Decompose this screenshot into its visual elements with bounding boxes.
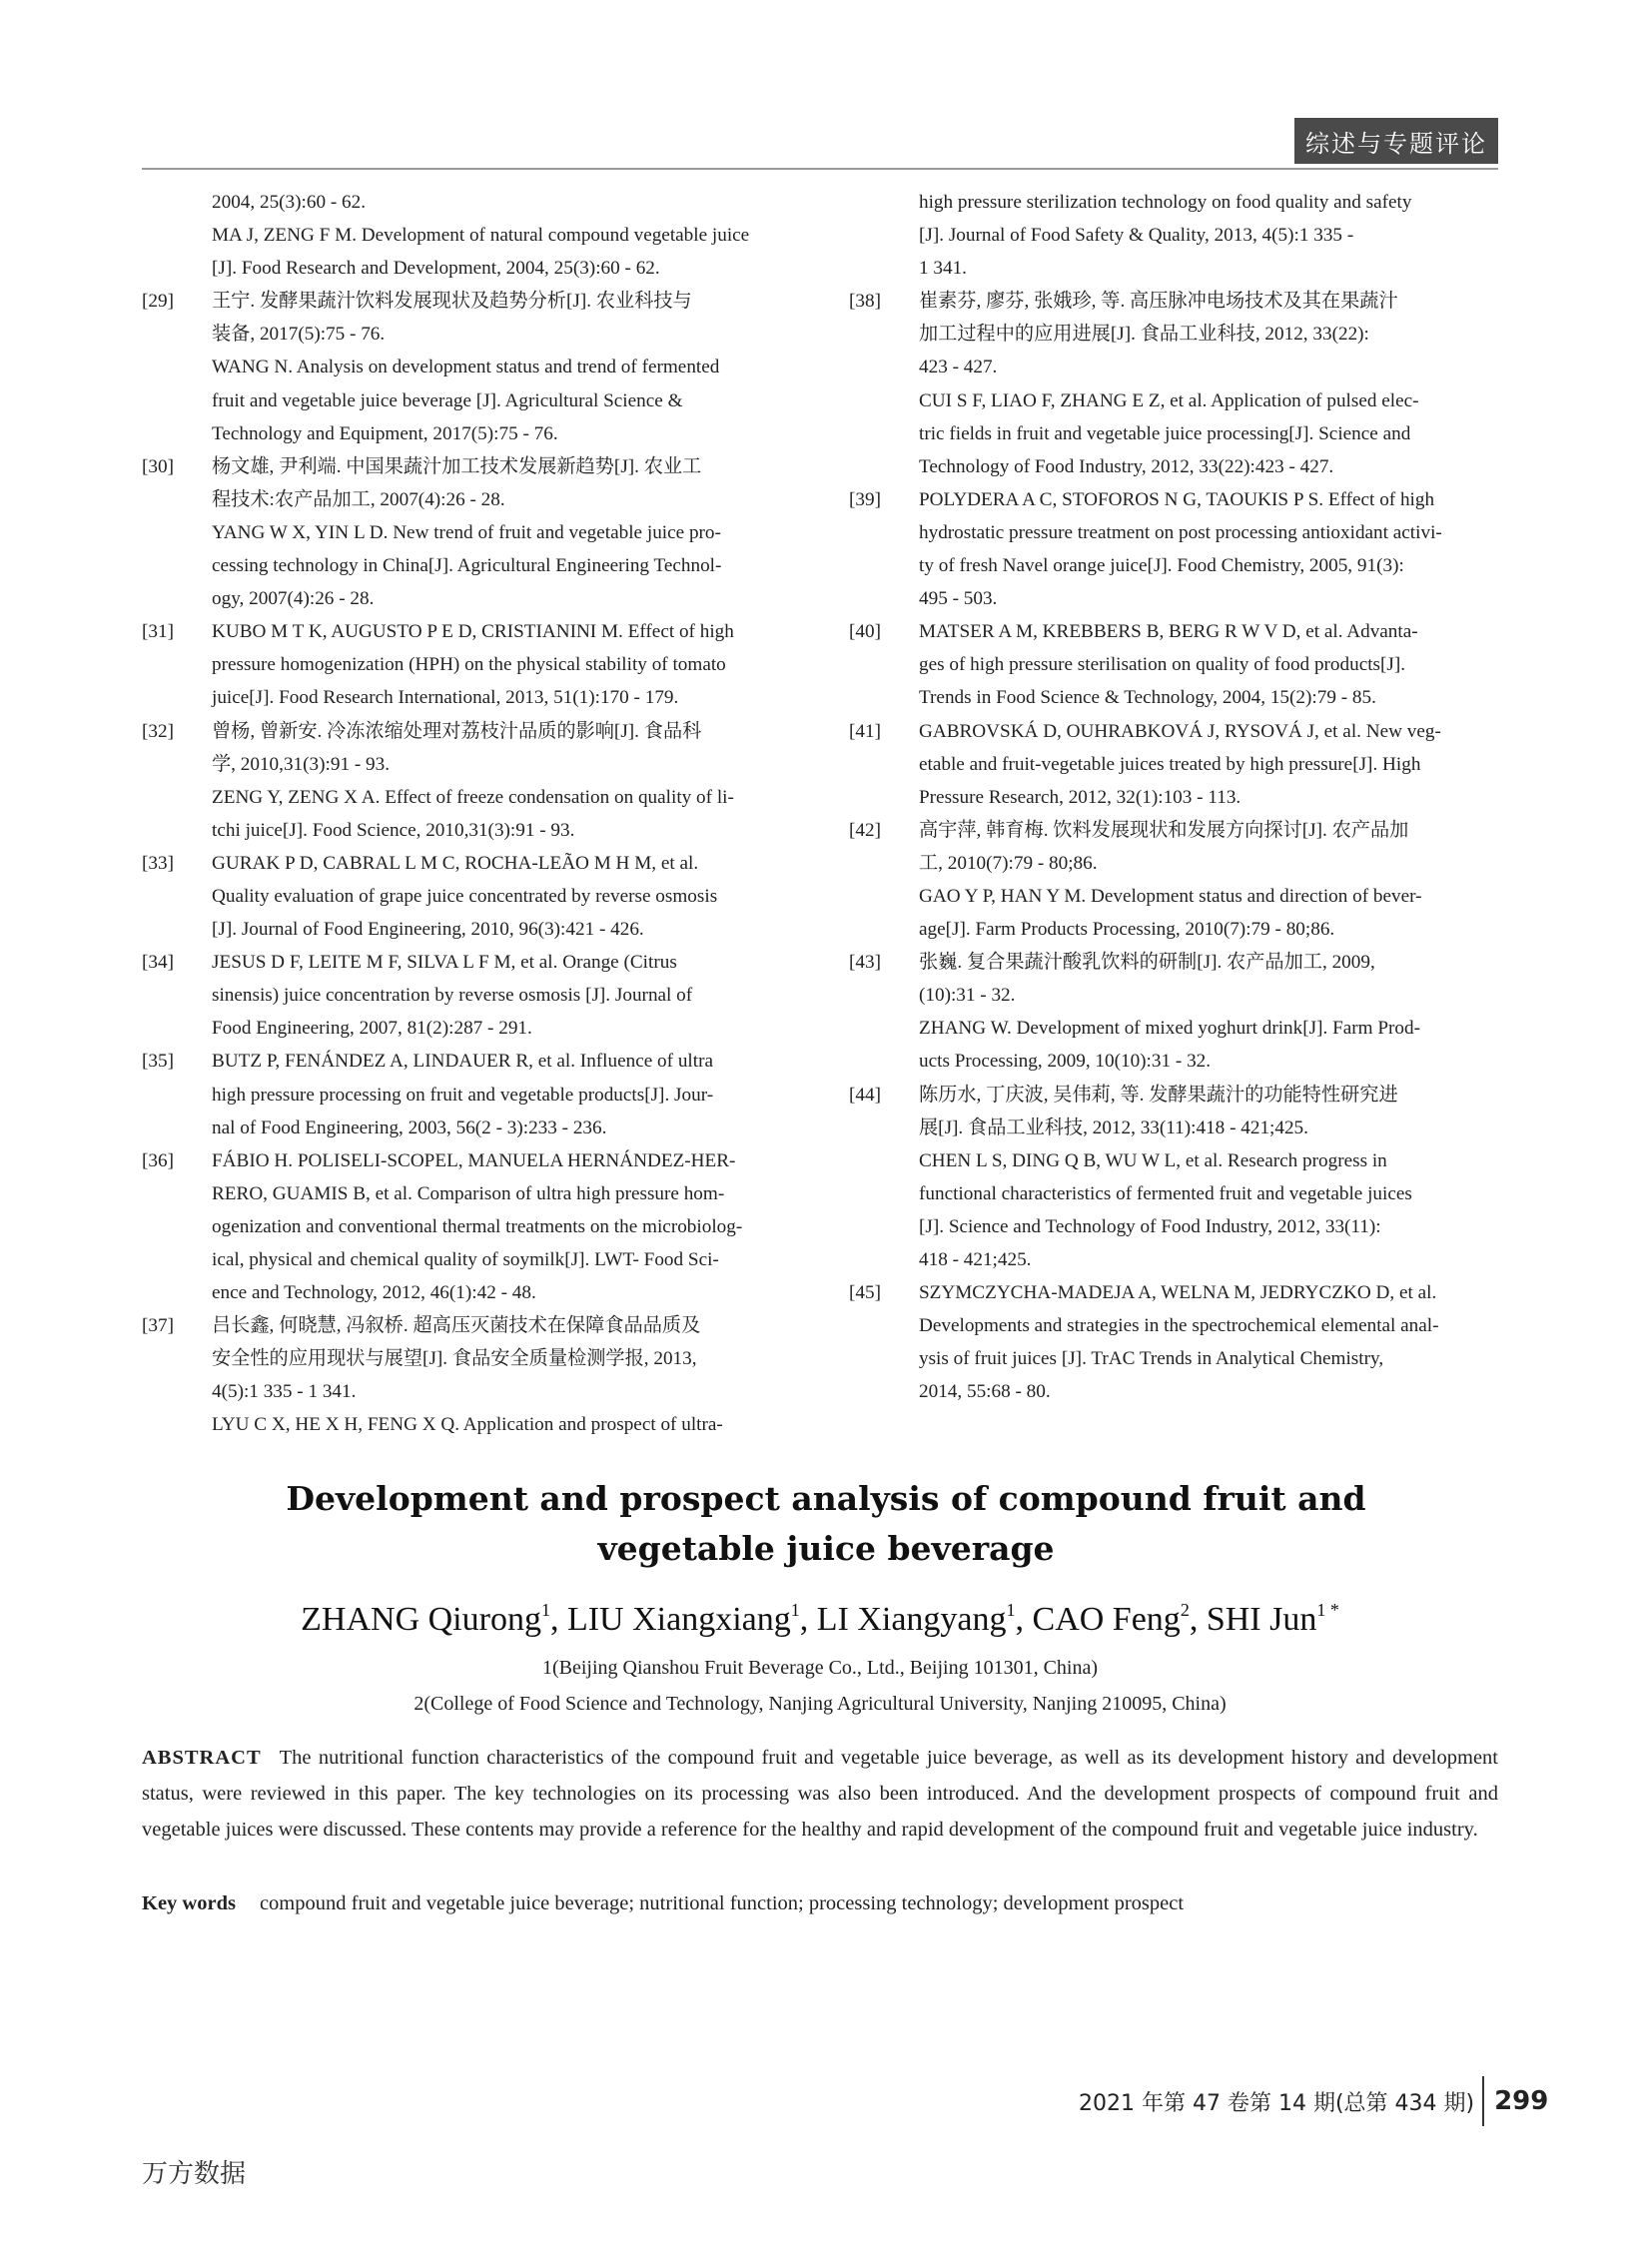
reference-line: ogy, 2007(4):26 - 28. [212,588,375,610]
author-name: ZHANG Qiurong [301,1601,541,1638]
abstract-text: The nutritional function characteristics of the compound fruit and vegetable juice beverage, as well as its development history and development status, were reviewed in this paper. The key technologies on its processing was also been introduced. And the development prospects of compound fruit and vegetable juices were discussed. These contents may provide a reference for the healthy and rapid development of the compound fruit and vegetable juice industry. [142,1747,1498,1841]
reference-line: LYU C X, HE X H, FENG X Q. Application and prospect of ultra- [212,1414,723,1436]
reference-line: FÁBIO H. POLISELI-SCOPEL, MANUELA HERNÁNDEZ-HER- [212,1149,736,1171]
reference-number: [40] [849,621,881,643]
reference-line: 王宁. 发酵果蔬汁饮料发展现状及趋势分析[J]. 农业科技与 [212,291,692,313]
reference-line: ogenization and conventional thermal treatments on the microbiolog- [212,1215,743,1237]
reference-line: ucts Processing, 2009, 10(10):31 - 32. [919,1051,1212,1073]
abstract-label: ABSTRACT [142,1747,262,1769]
reference-line: ical, physical and chemical quality of soymilk[J]. LWT- Food Sci- [212,1249,719,1270]
reference-line: MATSER A M, KREBBERS B, BERG R W V D, et al. Advanta- [919,621,1418,643]
reference-line: Pressure Research, 2012, 32(1):103 - 113. [919,786,1241,808]
affiliation-2: 2(College of Food Science and Technology, Nanjing Agricultural University, Nanjing 210095, China) [413,1693,1227,1715]
reference-entry [142,1045,799,1143]
reference-line: 学, 2010,31(3):91 - 93. [212,753,390,775]
reference-line: ZENG Y, ZENG X A. Effect of freeze condensation on quality of li- [212,786,734,808]
affiliation-1: 1(Beijing Qianshou Fruit Beverage Co., Ltd., Beijing 101301, China) [541,1657,1099,1679]
reference-line: RERO, GUAMIS B, et al. Comparison of ultra high pressure hom- [212,1182,725,1204]
author-name: CAO Feng [1032,1601,1181,1638]
keywords [142,1885,1498,1921]
reference-line: [J]. Journal of Food Engineering, 2010, 96(3):421 - 426. [212,919,644,941]
header-rule [142,168,1498,170]
reference-line: functional characteristics of fermented fruit and vegetable juices [919,1182,1412,1204]
reference-number: [36] [142,1149,174,1171]
author-name: LIU Xiangxiang [566,1601,791,1638]
reference-line: ence and Technology, 2012, 46(1):42 - 48. [212,1282,536,1304]
reference-line: JESUS D F, LEITE M F, SILVA L F M, et al. Orange (Citrus [212,952,677,974]
author-affiliation-mark: 1 [540,1600,550,1620]
english-title-line-2: vegetable juice beverage [597,1529,1055,1568]
reference-number: [31] [142,621,174,643]
page-footer [1079,2079,1548,2123]
reference-entry [849,483,1506,615]
reference-line: 495 - 503. [919,588,998,610]
author-affiliation-mark: 1 * [1316,1600,1339,1620]
reference-line: Trends in Food Science & Technology, 2004, 15(2):79 - 85. [919,687,1376,709]
reference-number: [39] [849,488,881,510]
reference-number: [29] [142,291,174,313]
reference-number: [41] [849,720,881,742]
reference-line: high pressure sterilization technology on food quality and safety [919,192,1412,213]
reference-entry [142,450,799,615]
reference-entry [849,1079,1506,1277]
reference-line: 陈历水, 丁庆波, 吴伟莉, 等. 发酵果蔬汁的功能特性研究进 [919,1084,1398,1106]
reference-number: [30] [142,455,174,477]
reference-line: 2004, 25(3):60 - 62. [212,192,367,213]
author-separator: , [1015,1601,1033,1638]
reference-line: juice[J]. Food Research International, 2013, 51(1):170 - 179. [212,687,679,709]
reference-line: 工, 2010(7):79 - 80;86. [919,852,1098,874]
reference-entry [849,615,1506,714]
reference-line: WANG N. Analysis on development status and trend of fermented [212,357,720,378]
reference-entry [849,285,1506,483]
reference-entry [142,1309,799,1441]
reference-line: 高宇萍, 韩育梅. 饮料发展现状和发展方向探讨[J]. 农产品加 [919,819,1409,841]
reference-line: [J]. Science and Technology of Food Industry, 2012, 33(11): [919,1215,1381,1237]
reference-line: GABROVSKÁ D, OUHRABKOVÁ J, RYSOVÁ J, et al. New veg- [919,720,1441,742]
abstract [142,1740,1498,1848]
reference-line: 2014, 55:68 - 80. [919,1381,1051,1403]
reference-line: KUBO M T K, AUGUSTO P E D, CRISTIANINI M. Effect of high [212,621,734,643]
reference-line: SZYMCZYCHA-MADEJA A, WELNA M, JEDRYCZKO D, et al. [919,1282,1437,1304]
reference-line: (10):31 - 32. [919,985,1016,1007]
keywords-text: compound fruit and vegetable juice beverage; nutritional function; processing technology; development prospect [259,1892,1185,1914]
reference-line: GAO Y P, HAN Y M. Development status and direction of bever- [919,885,1422,907]
footer-divider [1482,2076,1484,2126]
reference-number: [45] [849,1282,881,1304]
author-list [142,1588,1498,1642]
reference-entry [142,285,799,449]
reference-line: hydrostatic pressure treatment on post processing antioxidant activi- [919,521,1442,543]
keywords-label: Key words [142,1892,236,1914]
reference-line: tchi juice[J]. Food Science, 2010,31(3):91 - 93. [212,819,575,841]
reference-line: 张巍. 复合果蔬汁酸乳饮料的研制[J]. 农产品加工, 2009, [919,952,1375,974]
reference-line: CUI S F, LIAO F, ZHANG E Z, et al. Application of pulsed elec- [919,389,1419,411]
reference-line: ges of high pressure sterilisation on quality of food products[J]. [919,654,1406,676]
reference-entry [142,615,799,714]
reference-entry [849,186,1506,285]
reference-number: [34] [142,952,174,974]
reference-line: 展[J]. 食品工业科技, 2012, 33(11):418 - 421;425. [919,1117,1308,1138]
reference-line: MA J, ZENG F M. Development of natural compound vegetable juice [212,225,750,247]
reference-line: sinensis) juice concentration by reverse osmosis [J]. Journal of [212,985,693,1007]
reference-number: [43] [849,952,881,974]
reference-line: fruit and vegetable juice beverage [J]. Agricultural Science & [212,389,683,411]
reference-number: [32] [142,720,174,742]
reference-entry [142,946,799,1045]
reference-number: [44] [849,1084,881,1106]
reference-line: ysis of fruit juices [J]. TrAC Trends in Analytical Chemistry, [919,1348,1384,1370]
reference-line: 曾杨, 曾新安. 冷冻浓缩处理对荔枝汁品质的影响[J]. 食品科 [212,720,702,742]
reference-entry [849,946,1506,1078]
reference-line: 装备, 2017(5):75 - 76. [212,324,386,346]
author-affiliation-mark: 1 [790,1600,800,1620]
reference-line: 程技术:农产品加工, 2007(4):26 - 28. [212,488,505,510]
author-separator: , [549,1601,567,1638]
reference-number: [42] [849,819,881,841]
reference-number: [37] [142,1315,174,1337]
reference-line: 安全性的应用现状与展望[J]. 食品安全质量检测学报, 2013, [212,1348,697,1370]
reference-number: [33] [142,852,174,874]
references-right-column [849,186,1506,1408]
english-title [200,1474,1452,1574]
reference-line: Technology and Equipment, 2017(5):75 - 76. [212,422,558,444]
reference-line: 418 - 421;425. [919,1249,1032,1270]
reference-line: POLYDERA A C, STOFOROS N G, TAOUKIS P S. Effect of high [919,488,1435,510]
page-number: 299 [1494,2086,1549,2116]
reference-line: tric fields in fruit and vegetable juice processing[J]. Science and [919,422,1411,444]
reference-line: cessing technology in China[J]. Agricultural Engineering Technol- [212,555,722,577]
reference-line: ZHANG W. Development of mixed yoghurt drink[J]. Farm Prod- [919,1018,1421,1040]
reference-entry [849,1276,1506,1408]
author-separator: , [1189,1601,1207,1638]
issue-info: 2021 年第 47 卷第 14 期(总第 434 期) [1079,2090,1475,2116]
reference-line: [J]. Food Research and Development, 2004, 25(3):60 - 62. [212,258,660,280]
reference-entry [142,186,799,285]
reference-line: ty of fresh Navel orange juice[J]. Food Chemistry, 2005, 91(3): [919,555,1404,577]
author-name: LI Xiangyang [816,1601,1007,1638]
reference-number: [38] [849,291,881,313]
reference-line: age[J]. Farm Products Processing, 2010(7):79 - 80;86. [919,919,1335,941]
reference-line: high pressure processing on fruit and vegetable products[J]. Jour- [212,1084,714,1106]
reference-line: Quality evaluation of grape juice concentrated by reverse osmosis [212,885,718,907]
reference-line: BUTZ P, FENÁNDEZ A, LINDAUER R, et al. Influence of ultra [212,1051,713,1073]
reference-line: 杨文雄, 尹利端. 中国果蔬汁加工技术发展新趋势[J]. 农业工 [212,455,702,477]
references-left-column [142,186,799,1442]
reference-line: Technology of Food Industry, 2012, 33(22):423 - 427. [919,455,1334,477]
reference-line: 1 341. [919,258,967,280]
english-title-line-1: Development and prospect analysis of compound fruit and [286,1479,1366,1518]
watermark-text: 万方数据 [142,2159,247,2189]
reference-line: YANG W X, YIN L D. New trend of fruit and vegetable juice pro- [212,521,721,543]
reference-entry [142,715,799,847]
reference-line: CHEN L S, DING Q B, WU W L, et al. Research progress in [919,1149,1387,1171]
reference-entry [849,814,1506,946]
author-separator: , [799,1601,817,1638]
reference-line: GURAK P D, CABRAL L M C, ROCHA-LEÃO M H M, et al. [212,852,699,874]
author-affiliation-mark: 2 [1180,1600,1190,1620]
reference-line: 4(5):1 335 - 1 341. [212,1381,357,1403]
author-name: SHI Jun [1206,1601,1317,1638]
reference-line: 加工过程中的应用进展[J]. 食品工业科技, 2012, 33(22): [919,324,1369,346]
reference-entry [142,847,799,946]
reference-line: nal of Food Engineering, 2003, 56(2 - 3):233 - 236. [212,1117,607,1138]
section-tag: 综述与专题评论 [1294,118,1498,164]
reference-line: Food Engineering, 2007, 81(2):287 - 291. [212,1018,532,1040]
author-affiliation-mark: 1 [1006,1600,1016,1620]
reference-line: 吕长鑫, 何晓慧, 冯叙桥. 超高压灭菌技术在保障食品品质及 [212,1315,701,1337]
reference-entry [849,715,1506,814]
reference-line: etable and fruit-vegetable juices treated by high pressure[J]. High [919,753,1421,775]
reference-line: Developments and strategies in the spectrochemical elemental anal- [919,1315,1439,1337]
reference-line: 423 - 427. [919,357,998,378]
reference-line: 崔素芬, 廖芬, 张娥珍, 等. 高压脉冲电场技术及其在果蔬汁 [919,291,1398,313]
reference-entry [142,1144,799,1309]
reference-line: [J]. Journal of Food Safety & Quality, 2013, 4(5):1 335 - [919,225,1354,247]
reference-number: [35] [142,1051,174,1073]
reference-line: pressure homogenization (HPH) on the physical stability of tomato [212,654,726,676]
